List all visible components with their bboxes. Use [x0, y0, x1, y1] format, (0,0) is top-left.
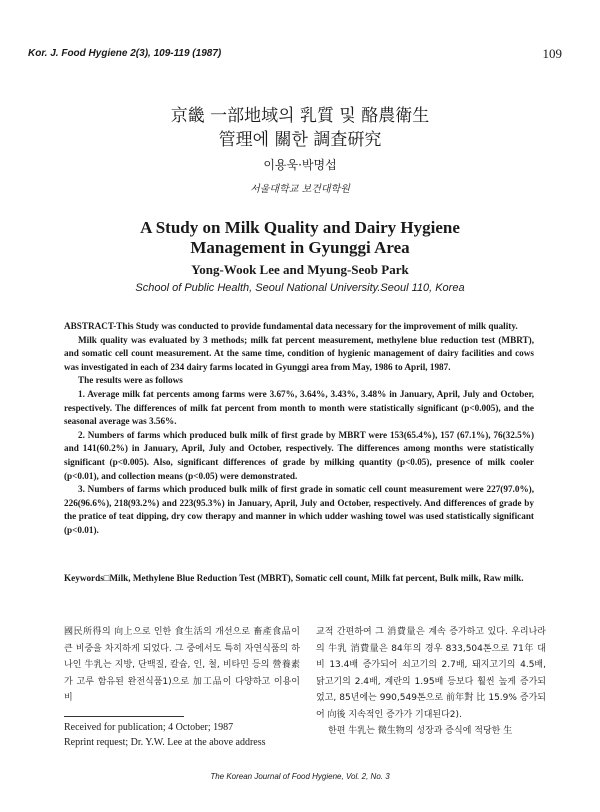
- abstract-methods: Milk quality was evaluated by 3 methods; milk fat percent measurement, methylene blue reduction test (MBRT), and somatic cell count measurement. At the same time, condition of hygienic management of dairy facilities and cows was investigated in each of 234 dairy farms located in Gyunggi area from May, 1986 to April, 1987.: [64, 334, 534, 372]
- korean-title: [0, 104, 600, 152]
- body-left-paragraph: 國民所得의 向上으로 인한 食生活의 개선으로 畜產食品이 큰 비중을 차지하게 되었다. 그 중에서도 특히 자연식품의 하나인 牛乳는 지방, 단백질, 칼슘, 인, 철, 비타민 등의 營養素가 고루 함유된 완전식품1)으로 加工品이 다양하고 이용이 비: [64, 627, 300, 703]
- body-right-column: [316, 624, 546, 740]
- keywords: Keywords□Milk, Methylene Blue Reduction Test (MBRT), Somatic cell count, Milk fat percent, Bulk milk, Raw milk.: [64, 573, 524, 583]
- abstract-result-2: 2. Numbers of farms which produced bulk milk of first grade by MBRT were 153(65.4%), 157 (67.1%), 76(32.5%) and 141(60.2%) in January, April, July and October, respectively. The differences among months were statistically significant (p<0.005). Also, significant differences of grade by milking quantity (p<0.05), presence of milk cooler (p<0.01), and collection means (p<0.05) were demonstrated.: [64, 429, 534, 481]
- footnote-received: Received for publication; 4 October; 1987: [64, 722, 234, 733]
- body-left-column: [64, 624, 300, 707]
- abstract-result-3: 3. Numbers of farms which produced bulk milk of first grade in somatic cell count measurement were 227(97.0%), 226(96.6%), 218(93.2%) and 223(95.3%) in January, April, July and October, respectively. And differences of grade by the pratice of teat dipping, dry cow therapy and manner in which udder washing towel was used statistically significant (p<0.01).: [64, 484, 534, 535]
- abstract-result-1: 1. Average milk fat percents among farms were 3.67%, 3.64%, 3.43%, 3.48% in January, April, July and October, respectively. The differences of milk fat percent from month to month were statistically significant (p<0.005), and the seasonal average was 3.56%.: [64, 388, 534, 427]
- english-title-line-2: Management in Gyunggi Area: [190, 238, 410, 257]
- body-right-paragraph-2: 한편 牛乳는 微生物의 성장과 증식에 적당한 生: [328, 726, 513, 736]
- english-authors: Yong-Wook Lee and Myung-Seob Park: [191, 262, 409, 277]
- korean-affiliation: 서울대학교 보건대학원: [250, 184, 350, 195]
- english-title-line-1: A Study on Milk Quality and Dairy Hygiene: [140, 218, 460, 237]
- english-affiliation: School of Public Health, Seoul National University.Seoul 110, Korea: [135, 282, 465, 294]
- abstract-results-heading: The results were as follows: [78, 375, 183, 386]
- english-title: [0, 218, 600, 258]
- footnote-reprint: Reprint request; Dr. Y.W. Lee at the above address: [64, 737, 266, 748]
- body-right-paragraph-1: 교적 간편하여 그 消費量은 계속 증가하고 있다. 우리나라의 牛乳 消費量은 84年의 경우 833,504톤으로 71年 대비 13.4배 증가되어 쇠고기의 2.7배, 돼지고기의 4.5배, 닭고기의 2.4배, 계란의 1.95배 등보다 훨씬 높게 증가되었고, 85년에는 990,549톤으로 前年對 比 15.9% 증가되어 向後 지속적인 증가가 기대된다2).: [316, 627, 546, 720]
- korean-title-line-2: 管理에 關한 調査硏究: [218, 130, 382, 150]
- footnote: [64, 720, 304, 750]
- korean-authors: 이용욱·박명섭: [263, 158, 337, 172]
- abstract: [64, 320, 534, 538]
- korean-title-line-1: 京畿 一部地域의 乳質 및 酪農衛生: [170, 106, 430, 126]
- journal-reference: Kor. J. Food Hygiene 2(3), 109-119 (1987): [28, 48, 222, 59]
- footnote-divider: [64, 716, 184, 717]
- abstract-intro: ABSTRACT-This Study was conducted to provide fundamental data necessary for the improvement of milk quality.: [64, 321, 518, 331]
- page-number: 109: [542, 46, 562, 61]
- page-footer: The Korean Journal of Food Hygiene, Vol. 2, No. 3: [210, 772, 390, 781]
